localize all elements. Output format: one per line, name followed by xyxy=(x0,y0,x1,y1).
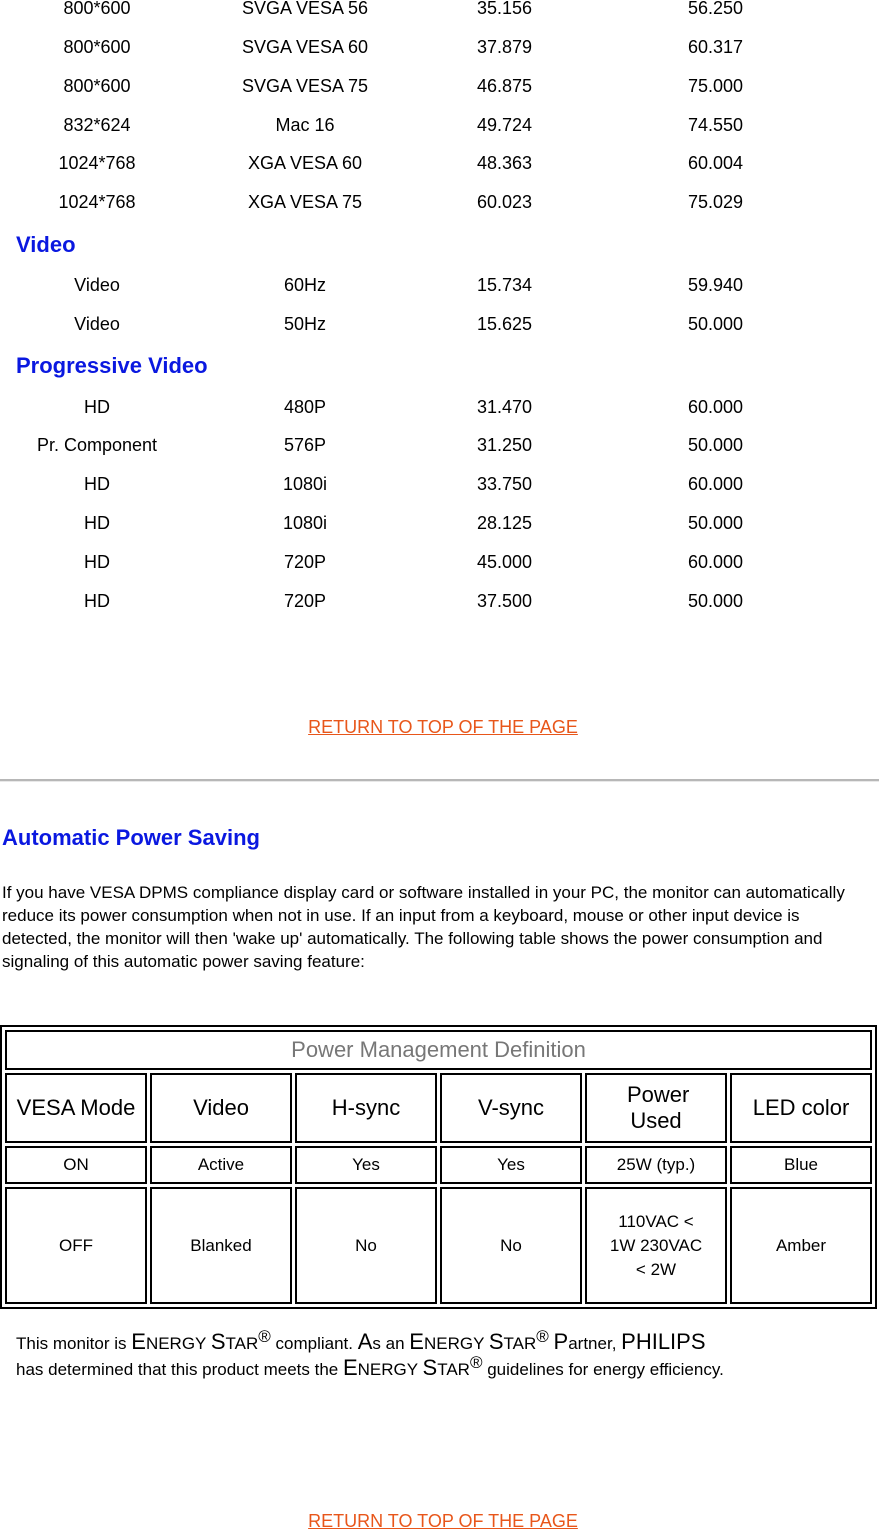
timing-cell: HD xyxy=(84,397,110,417)
timing-cell: 75.029 xyxy=(688,192,744,212)
timing-cell: 48.363 xyxy=(477,153,533,173)
timing-cell: 1024*768 xyxy=(58,192,136,212)
timing-row xyxy=(0,474,879,494)
timing-cell: 60.000 xyxy=(688,474,744,494)
pm-cell: Active xyxy=(150,1146,292,1185)
timing-cell: 28.125 xyxy=(477,513,533,533)
pm-cell: No xyxy=(440,1187,582,1304)
pm-cell: ON xyxy=(5,1146,147,1185)
pm-cell: OFF xyxy=(5,1187,147,1304)
timing-cell: 60.000 xyxy=(688,552,744,572)
timing-cell: 50.000 xyxy=(688,435,744,455)
power-management-table xyxy=(0,1025,877,1309)
timing-row xyxy=(0,37,879,57)
pm-cell: 25W (typ.) xyxy=(585,1146,727,1185)
timing-cell: 31.250 xyxy=(477,435,533,455)
timing-cell: Pr. Component xyxy=(36,435,158,455)
timing-cell: SVGA VESA 56 xyxy=(241,0,369,18)
pm-header-hsync: H-sync xyxy=(295,1073,437,1143)
timing-cell: 37.500 xyxy=(477,591,533,611)
pm-table-title: Power Management Definition xyxy=(5,1030,872,1070)
timing-cell: 15.625 xyxy=(477,314,533,334)
return-to-top-link-bottom[interactable]: RETURN TO TOP OF THE PAGE xyxy=(308,1511,578,1531)
section-heading: Progressive Video xyxy=(16,353,208,378)
section-divider xyxy=(0,779,879,782)
timing-cell: 31.470 xyxy=(477,397,533,417)
timing-cell: 720P xyxy=(283,591,327,611)
timing-row xyxy=(0,552,879,572)
timing-cell: 35.156 xyxy=(477,0,533,18)
timing-cell: 60.004 xyxy=(688,153,744,173)
pm-header-power-used: Power Used xyxy=(585,1073,727,1143)
pm-header-led-color: LED color xyxy=(730,1073,872,1143)
aps-title: Automatic Power Saving xyxy=(2,825,260,850)
pm-header-video: Video xyxy=(150,1073,292,1143)
timing-cell: 480P xyxy=(283,397,327,417)
timing-row xyxy=(0,153,879,173)
timing-cell: HD xyxy=(84,591,110,611)
timing-row xyxy=(0,435,879,455)
aps-paragraph: If you have VESA DPMS compliance display card or software installed in your PC, the monitor can automatically reduce its power consumption when not in use. If an input from a keyboard, mouse or other input device is detected, the monitor will then 'wake up' automatically. The following table shows the power consumption and signaling of this automatic power saving feature: xyxy=(2,883,845,971)
timing-row xyxy=(0,0,879,18)
timing-row xyxy=(0,397,879,417)
timing-cell: 1024*768 xyxy=(58,153,136,173)
timing-cell: 1080i xyxy=(282,474,328,494)
timing-row xyxy=(0,314,879,334)
pm-cell: 110VAC < 1W 230VAC < 2W xyxy=(585,1187,727,1304)
timing-cell: Video xyxy=(74,275,120,295)
timing-cell: 74.550 xyxy=(688,115,744,135)
pm-header-vsync: V-sync xyxy=(440,1073,582,1143)
timing-cell: 45.000 xyxy=(477,552,533,572)
pm-cell: No xyxy=(295,1187,437,1304)
timing-row xyxy=(0,513,879,533)
pm-header-vesa-mode: VESA Mode xyxy=(5,1073,147,1143)
timing-cell: HD xyxy=(84,513,110,533)
timing-cell: 50.000 xyxy=(688,314,744,334)
timing-cell: 60.317 xyxy=(688,37,744,57)
timing-cell: 800*600 xyxy=(63,37,131,57)
timing-row xyxy=(0,275,879,295)
timing-cell: 33.750 xyxy=(477,474,533,494)
timing-cell: 832*624 xyxy=(63,115,131,135)
timing-cell: 46.875 xyxy=(477,76,533,96)
energy-star-statement: This monitor is ENERGY STAR® compliant. As an ENERGY STAR® Partner, PHILIPS has determined that this product meets the ENERGY STAR® guidelines for energy efficiency. xyxy=(16,1327,724,1380)
timing-cell: XGA VESA 60 xyxy=(247,153,363,173)
timing-cell: 576P xyxy=(283,435,327,455)
timing-cell: SVGA VESA 75 xyxy=(241,76,369,96)
timing-cell: 800*600 xyxy=(63,76,131,96)
timing-cell: HD xyxy=(84,552,110,572)
timing-cell: 15.734 xyxy=(477,275,533,295)
pm-cell: Blanked xyxy=(150,1187,292,1304)
timing-cell: 60Hz xyxy=(283,275,327,295)
timing-cell: SVGA VESA 60 xyxy=(241,37,369,57)
timing-cell: XGA VESA 75 xyxy=(247,192,363,212)
timing-cell: 37.879 xyxy=(477,37,533,57)
timing-cell: HD xyxy=(84,474,110,494)
timing-row xyxy=(0,192,879,212)
timing-row xyxy=(0,76,879,96)
timing-cell: Mac 16 xyxy=(275,115,335,135)
timing-cell: 60.000 xyxy=(688,397,744,417)
timing-cell: 50.000 xyxy=(688,513,744,533)
timing-cell: 60.023 xyxy=(477,192,533,212)
timing-cell: 59.940 xyxy=(688,275,744,295)
timing-row xyxy=(0,591,879,611)
timing-cell: 75.000 xyxy=(688,76,744,96)
section-heading: Video xyxy=(16,232,76,257)
timing-cell: 800*600 xyxy=(63,0,131,18)
pm-cell: Yes xyxy=(295,1146,437,1185)
timing-cell: 720P xyxy=(283,552,327,572)
timing-cell: 50Hz xyxy=(283,314,327,334)
timing-cell: 56.250 xyxy=(688,0,744,18)
return-to-top-link[interactable]: RETURN TO TOP OF THE PAGE xyxy=(308,717,578,737)
timing-cell: Video xyxy=(74,314,120,334)
timing-row xyxy=(0,115,879,135)
timing-cell: 50.000 xyxy=(688,591,744,611)
pm-cell: Yes xyxy=(440,1146,582,1185)
timing-cell: 49.724 xyxy=(477,115,533,135)
pm-cell: Amber xyxy=(730,1187,872,1304)
timing-cell: 1080i xyxy=(282,513,328,533)
pm-cell: Blue xyxy=(730,1146,872,1185)
